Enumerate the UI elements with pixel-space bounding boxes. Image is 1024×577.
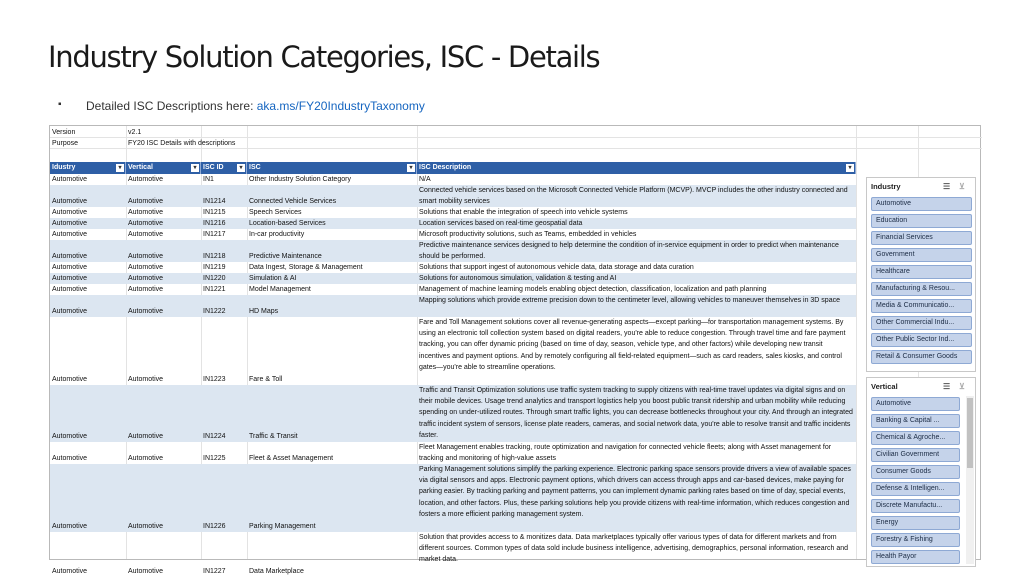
cell-industry: Automotive: [52, 454, 88, 462]
cell-description: N/A: [419, 176, 431, 183]
table-row[interactable]: [50, 185, 856, 207]
cell-industry: Automotive: [52, 263, 88, 271]
meta-value: v2.1: [128, 129, 142, 136]
cell-isc-id: IN1218: [203, 252, 226, 260]
slicer-item-education[interactable]: Education: [871, 214, 972, 228]
filter-dropdown-icon[interactable]: ▾: [407, 164, 415, 172]
table-row[interactable]: [50, 262, 856, 273]
slide-title: Industry Solution Categories, ISC - Details: [48, 40, 600, 74]
bullet-mark: ▪: [58, 99, 62, 110]
cell-isc: Fleet & Asset Management: [249, 454, 334, 462]
filter-dropdown-icon[interactable]: ▾: [191, 164, 199, 172]
cell-isc-id: IN1220: [203, 274, 226, 282]
column-label: ISC Description: [419, 164, 472, 171]
filter-dropdown-icon[interactable]: ▾: [116, 164, 124, 172]
cell-description: Management of machine learning models enabling object detection, classification, localization and path planning: [419, 286, 767, 293]
slicer-item-chemical[interactable]: Chemical & Agroche...: [871, 431, 960, 445]
table-row[interactable]: [50, 317, 856, 385]
cell-industry: Automotive: [52, 432, 88, 440]
table-row[interactable]: [50, 464, 856, 532]
slicer-item-banking[interactable]: Banking & Capital ...: [871, 414, 960, 428]
cell-industry: Automotive: [52, 522, 88, 530]
column-label: Idustry: [52, 164, 76, 171]
cell-isc: HD Maps: [249, 307, 279, 315]
cell-isc-id: IN1226: [203, 522, 226, 530]
meta-value: FY20 ISC Details with descriptions: [128, 140, 236, 147]
cell-isc: Fare & Toll: [249, 375, 283, 383]
column-header-vertical[interactable]: [126, 162, 201, 174]
slicer-title: Vertical: [871, 382, 898, 391]
slicer-item-energy[interactable]: Energy: [871, 516, 960, 530]
cell-vertical: Automotive: [128, 454, 164, 462]
cell-isc-id: IN1214: [203, 197, 226, 205]
slicer-item-government[interactable]: Government: [871, 248, 972, 262]
cell-vertical: Automotive: [128, 263, 164, 271]
cell-description: Solutions that enable the integration of speech into vehicle systems: [419, 209, 628, 216]
scrollbar-thumb[interactable]: [967, 398, 973, 468]
slicer-scrollbar[interactable]: [966, 396, 974, 564]
cell-isc-id: IN1227: [203, 567, 226, 575]
cell-description: Solutions that support ingest of autonomous vehicle data, data storage and data curation: [419, 264, 694, 271]
cell-vertical: Automotive: [128, 208, 164, 216]
slicer-item-discrete-manufacturing[interactable]: Discrete Manufactu...: [871, 499, 960, 513]
cell-description: Location services based on real-time geospatial data: [419, 220, 583, 227]
cell-industry: Automotive: [52, 230, 88, 238]
cell-isc: Traffic & Transit: [249, 432, 298, 440]
slicer-item-retail[interactable]: Retail & Consumer Goods: [871, 350, 972, 364]
slicer-item-automotive[interactable]: Automotive: [871, 397, 960, 411]
cell-isc: Data Ingest, Storage & Management: [249, 263, 363, 271]
table-header: [50, 162, 856, 174]
column-header-isc-description[interactable]: [417, 162, 856, 174]
clear-filter-icon[interactable]: ⊻: [959, 382, 965, 391]
slicer-item-automotive[interactable]: Automotive: [871, 197, 972, 211]
cell-vertical: Automotive: [128, 230, 164, 238]
cell-description: Solution that provides access to & monitizes data. Data marketplaces typically offer various types of data for different markets and from different sources. Common types of data sold include business intelligence, advertising, demographics, personal information, research and market data.: [419, 534, 849, 564]
slicer-item-healthcare[interactable]: Healthcare: [871, 265, 972, 279]
meta-row-purpose: [50, 138, 982, 149]
cell-isc-id: IN1223: [203, 375, 226, 383]
column-header-isc-id[interactable]: [201, 162, 247, 174]
cell-isc-id: IN1221: [203, 285, 226, 293]
cell-isc: Data Marketplace: [249, 567, 304, 575]
cell-description: Solutions for autonomous simulation, validation & testing and AI: [419, 275, 617, 282]
clear-filter-icon[interactable]: ⊻: [959, 182, 965, 191]
cell-industry: Automotive: [52, 208, 88, 216]
meta-key: Version: [52, 129, 76, 136]
slicer-title: Industry: [871, 182, 901, 191]
table-row[interactable]: [50, 385, 856, 442]
cell-isc: Connected Vehicle Services: [249, 197, 337, 205]
table-row[interactable]: [50, 218, 856, 229]
cell-industry: Automotive: [52, 307, 88, 315]
cell-isc: Predictive Maintenance: [249, 252, 322, 260]
cell-industry: Automotive: [52, 197, 88, 205]
cell-industry: Automotive: [52, 375, 88, 383]
column-label: ISC ID: [203, 164, 224, 171]
slicer-item-financial-services[interactable]: Financial Services: [871, 231, 972, 245]
cell-vertical: Automotive: [128, 522, 164, 530]
filter-dropdown-icon[interactable]: ▾: [237, 164, 245, 172]
bullet-text: [86, 99, 425, 113]
spreadsheet: [49, 125, 981, 575]
cell-description: Fare and Toll Management solutions cover all revenue-generating aspects—except parking—for transportation management systems. By using an electronic toll collection system based on digital readers, you're able to reduce congestion. Through travel time and fare payment tracking, you can offer dynamic pricing (based on time of day, season, vehicle type, and other factors) while developing new transit incentives and payment options. And by remotely configuring all field-related equipment—such as card readers, sales kiosks, and control gates—you're able to streamline operations.: [419, 319, 846, 371]
cell-isc: Other Industry Solution Category: [249, 175, 351, 183]
cell-isc: Location-based Services: [249, 219, 326, 227]
slicer-item-defense[interactable]: Defense & Intelligen...: [871, 482, 960, 496]
cell-industry: Automotive: [52, 567, 88, 575]
cell-isc-id: IN1217: [203, 230, 226, 238]
table-row[interactable]: [50, 295, 856, 317]
cell-isc: Parking Management: [249, 522, 316, 530]
cell-isc: Model Management: [249, 285, 311, 293]
cell-description: Connected vehicle services based on the Microsoft Connected Vehicle Platform (MCVP). MVCP includes the other industry connected and smart mobility services: [419, 187, 848, 206]
column-label: Vertical: [128, 164, 153, 171]
industry-slicer: [866, 177, 976, 372]
cell-industry: Automotive: [52, 219, 88, 227]
cell-industry: Automotive: [52, 175, 88, 183]
vertical-slicer: [866, 377, 976, 567]
table-row[interactable]: [50, 532, 856, 577]
cell-isc-id: IN1224: [203, 432, 226, 440]
cell-vertical: Automotive: [128, 219, 164, 227]
slicer-header: [867, 378, 975, 395]
cell-industry: Automotive: [52, 285, 88, 293]
cell-vertical: Automotive: [128, 375, 164, 383]
bullet-label: Detailed ISC Descriptions here:: [86, 99, 257, 113]
cell-isc: Speech Services: [249, 208, 302, 216]
slicer-item-other-public-sector[interactable]: Other Public Sector Ind...: [871, 333, 972, 347]
filter-dropdown-icon[interactable]: ▾: [846, 164, 854, 172]
cell-vertical: Automotive: [128, 252, 164, 260]
multi-select-icon[interactable]: ☰: [943, 182, 951, 191]
multi-select-icon[interactable]: ☰: [943, 382, 951, 391]
cell-isc-id: IN1: [203, 175, 214, 183]
cell-description: Traffic and Transit Optimization solutions use traffic system tracking to supply citizens with real-time travel updates via digital signs and on their mobile devices. Usage trend analytics and transport logistics help you boost public transit ridership and urban mobility while reducing spending on under-utilized routes. Through smart traffic lights, you can decrease bottlenecks throughout your city. And through an integrated traffic incident system of sensors, license plate readers, cameras, and social network data, you're able to resolve transit and traffic incidents faster.: [419, 387, 853, 439]
slicer-item-manufacturing[interactable]: Manufacturing & Resou...: [871, 282, 972, 296]
cell-vertical: Automotive: [128, 197, 164, 205]
cell-isc-id: IN1219: [203, 263, 226, 271]
table-row[interactable]: [50, 207, 856, 218]
cell-isc-id: IN1216: [203, 219, 226, 227]
table-body: [50, 174, 856, 577]
slicer-item-consumer-goods[interactable]: Consumer Goods: [871, 465, 960, 479]
table-row[interactable]: [50, 240, 856, 262]
cell-vertical: Automotive: [128, 307, 164, 315]
cell-vertical: Automotive: [128, 274, 164, 282]
cell-isc-id: IN1222: [203, 307, 226, 315]
slicer-item-other-commercial[interactable]: Other Commercial Indu...: [871, 316, 972, 330]
table-row[interactable]: [50, 229, 856, 240]
cell-description: Parking Management solutions simplify the parking experience. Electronic parking space sensors provide drivers a view of available spaces via digital sensors and apps. Electronic payment options, which drivers can access through apps and car-based devices, make paying for parking easier. By tracking parking and payment patterns, you can implement dynamic parking rates based on time of day, special events, location, and other factors. Plus, these parking solutions help you provide citizens with real-time information, which reduces congestion and fosters a more efficient parking management system.: [419, 466, 851, 518]
cell-industry: Automotive: [52, 274, 88, 282]
cell-description: Fleet Management enables tracking, route optimization and navigation for connected vehicle fleets; along with Asset management for tracking and monitoring of high-value assets: [419, 444, 832, 463]
slicer-item-forestry[interactable]: Forestry & Fishing: [871, 533, 960, 547]
meta-row-version: [50, 127, 982, 138]
cell-vertical: Automotive: [128, 432, 164, 440]
cell-industry: Automotive: [52, 252, 88, 260]
cell-isc-id: IN1225: [203, 454, 226, 462]
table-row[interactable]: [50, 284, 856, 295]
cell-isc: Simulation & AI: [249, 274, 297, 282]
cell-isc-id: IN1215: [203, 208, 226, 216]
table-row[interactable]: [50, 273, 856, 284]
cell-isc: In-car productivity: [249, 230, 305, 238]
cell-description: Microsoft productivity solutions, such as Teams, embedded in vehicles: [419, 231, 637, 238]
cell-vertical: Automotive: [128, 175, 164, 183]
slicer-item-civilian-government[interactable]: Civilian Government: [871, 448, 960, 462]
table-row[interactable]: [50, 442, 856, 464]
table-row[interactable]: [50, 174, 856, 185]
cell-vertical: Automotive: [128, 285, 164, 293]
slicer-item-health-payor[interactable]: Health Payor: [871, 550, 960, 564]
cell-description: Mapping solutions which provide extreme precision down to the centimeter level, allowing vehicles to maneuver themselves in 3D space: [419, 297, 840, 304]
cell-vertical: Automotive: [128, 567, 164, 575]
column-header-isc[interactable]: [247, 162, 417, 174]
column-header-industry[interactable]: [50, 162, 126, 174]
column-label: ISC: [249, 164, 261, 171]
taxonomy-link[interactable]: aka.ms/FY20IndustryTaxonomy: [256, 99, 425, 113]
slicer-item-media[interactable]: Media & Communicatio...: [871, 299, 972, 313]
cell-description: Predictive maintenance services designed to help determine the condition of in-service equipment in order to predict when maintenance should be performed.: [419, 242, 839, 261]
slicer-header: [867, 178, 975, 195]
meta-key: Purpose: [52, 140, 79, 147]
